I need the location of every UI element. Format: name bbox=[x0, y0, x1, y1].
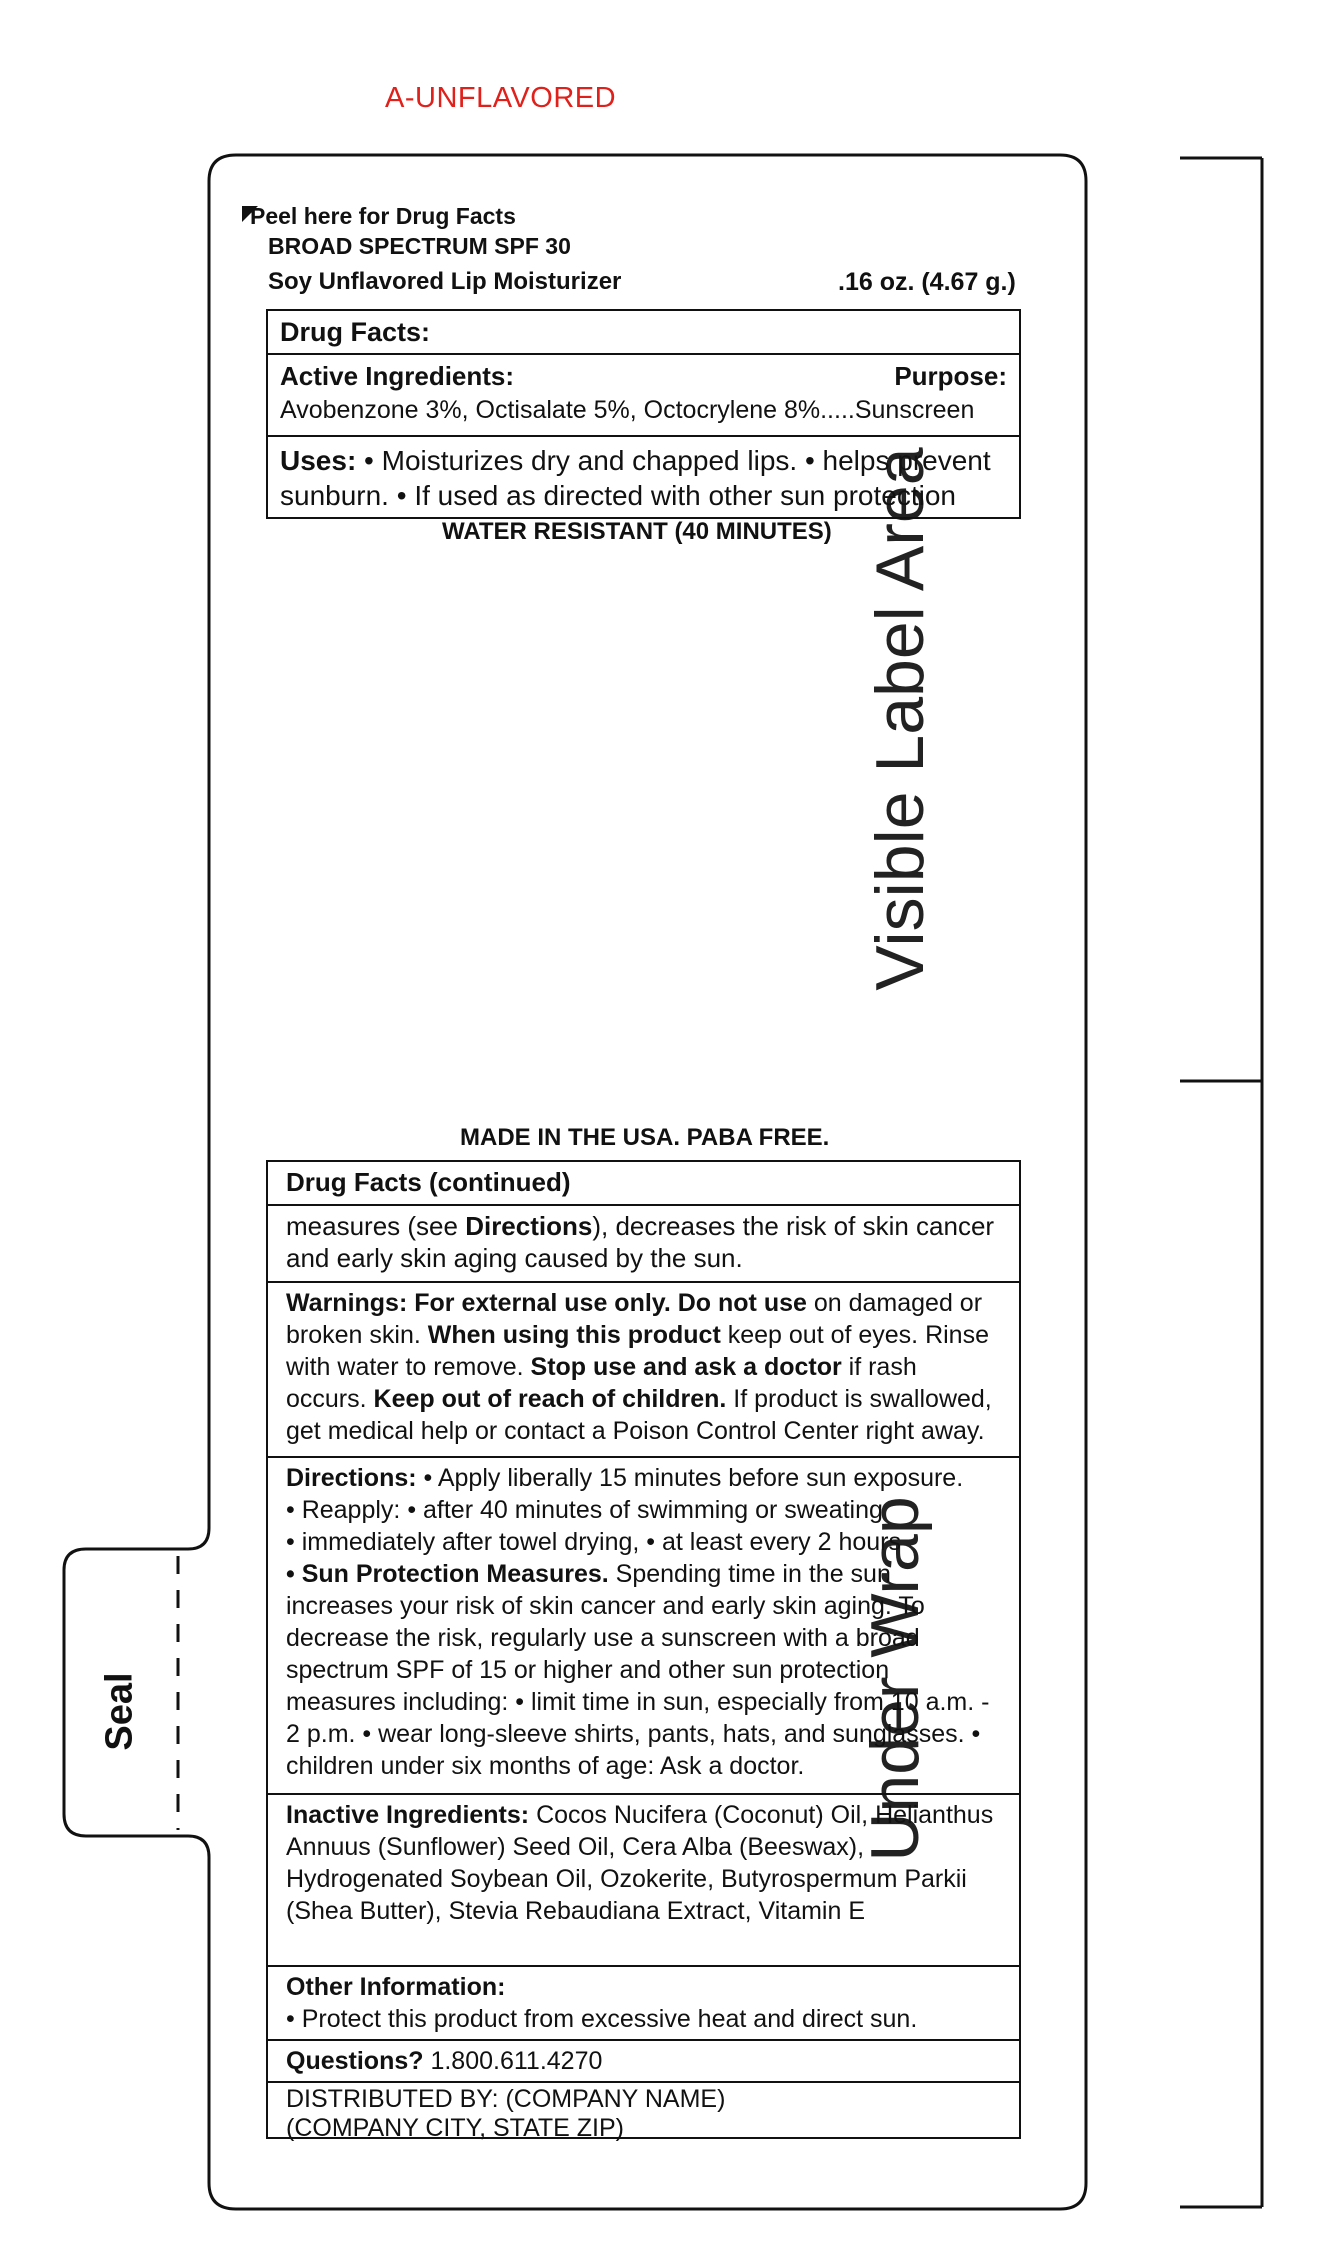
sun-protection-text: Spending time in the sun increases your risk of skin cancer and early skin aging. To decrease the risk, regularly use a sunscreen with a broad spectrum SPF of 15 or higher and other sun protection measures including: • limit time in sun, especially from 10 a.m. - 2 p.m. • wear long-sleeve shirts, pants, hats, and sunglasses. • children under six months of age: Ask a doctor. bbox=[286, 1560, 990, 1780]
active-ingredients-row bbox=[268, 355, 1019, 437]
uses-label: Uses: bbox=[280, 445, 357, 476]
other-information-row bbox=[268, 1967, 1019, 2041]
directions-reapply: • Reapply: • after 40 minutes of swimming or sweating bbox=[286, 1496, 883, 1524]
warnings-row bbox=[268, 1283, 1019, 1458]
measures-directions-ref: Directions bbox=[465, 1211, 593, 1241]
other-information-text: • Protect this product from excessive heat and direct sun. bbox=[286, 2005, 918, 2033]
under-wrap-text: Under Wrap bbox=[857, 1496, 933, 1862]
made-in-usa-claim: MADE IN THE USA. PABA FREE. bbox=[460, 1124, 830, 1151]
stop-use-text: if rash occurs. bbox=[286, 1353, 917, 1413]
inactive-ingredients-row bbox=[268, 1795, 1019, 1967]
questions-label: Questions? bbox=[286, 2047, 424, 2075]
inactive-ingredients-text: Cocos Nucifera (Coconut) Oil, Helianthus Annuus (Sunflower) Seed Oil, Cera Alba (Beeswax), Hydrogenated Soybean Oil, Ozokerite, Butyrospermum Parkii (Shea Butter), Stevia Rebaudiana Extract, Vitamin E bbox=[286, 1801, 994, 1925]
visible-label-area-text: Visible Label Area bbox=[862, 447, 938, 991]
uses-row bbox=[268, 437, 1019, 517]
peel-instruction: Peel here for Drug Facts bbox=[250, 203, 516, 229]
distributed-by-address: (COMPANY CITY, STATE ZIP) bbox=[286, 2114, 625, 2142]
questions-phone: 1.800.611.4270 bbox=[423, 2047, 603, 2075]
sun-protection-label: • Sun Protection Measures. bbox=[286, 1560, 609, 1588]
net-weight: .16 oz. (4.67 g.) bbox=[838, 268, 1016, 296]
product-name: Soy Unflavored Lip Moisturizer bbox=[268, 268, 622, 295]
active-ingredients-label: Active Ingredients: bbox=[280, 361, 515, 391]
questions-row bbox=[268, 2041, 1019, 2083]
stop-use-label: Stop use and ask a doctor bbox=[530, 1353, 842, 1381]
purpose-label: Purpose: bbox=[894, 361, 1007, 391]
keep-out-reach-text: If product is swallowed, get medical help or contact a Poison Control Center right away. bbox=[286, 1385, 992, 1445]
distributed-by-row bbox=[268, 2083, 1019, 2142]
measures-text-c: ), decreases the risk of skin cancer and early skin aging caused by the sun. bbox=[286, 1211, 995, 1273]
measures-row bbox=[268, 1206, 1019, 1283]
inactive-ingredients-label: Inactive Ingredients: bbox=[286, 1801, 530, 1829]
drug-facts-box bbox=[266, 309, 1021, 519]
active-ingredients-list: Avobenzone 3%, Octisalate 5%, Octocrylene 8%.....Sunscreen bbox=[280, 396, 975, 424]
warnings-heading: Warnings: For external use only. Do not use bbox=[286, 1289, 807, 1317]
water-resistant-claim: WATER RESISTANT (40 MINUTES) bbox=[442, 518, 832, 545]
drug-facts-continued-box bbox=[266, 1160, 1021, 2142]
warnings-text: on damaged or broken skin. bbox=[286, 1289, 983, 1349]
uses-text: • Moisturizes dry and chapped lips. • helps prevent sunburn. • If used as directed with other sun protection bbox=[280, 445, 991, 511]
drug-facts-title: Drug Facts: bbox=[268, 311, 1019, 355]
other-information-label: Other Information: bbox=[286, 1973, 506, 2001]
keep-out-reach-label: Keep out of reach of children. bbox=[373, 1385, 727, 1413]
when-using-label: When using this product bbox=[427, 1321, 721, 1349]
broad-spectrum-heading: BROAD SPECTRUM SPF 30 bbox=[268, 233, 571, 259]
directions-row bbox=[268, 1458, 1019, 1795]
directions-towel: • immediately after towel drying, • at least every 2 hours bbox=[286, 1528, 901, 1556]
when-using-text: keep out of eyes. Rinse with water to remove. bbox=[286, 1321, 989, 1381]
flavor-label: A-UNFLAVORED bbox=[385, 82, 617, 114]
directions-label: Directions: bbox=[286, 1464, 417, 1492]
distributed-by-company: DISTRIBUTED BY: (COMPANY NAME) bbox=[286, 2085, 726, 2113]
seal-label: Seal bbox=[98, 1672, 141, 1751]
measures-text-a: measures (see bbox=[286, 1211, 466, 1241]
directions-apply: • Apply liberally 15 minutes before sun exposure. bbox=[416, 1464, 964, 1492]
continued-title: Drug Facts (continued) bbox=[268, 1162, 1019, 1206]
